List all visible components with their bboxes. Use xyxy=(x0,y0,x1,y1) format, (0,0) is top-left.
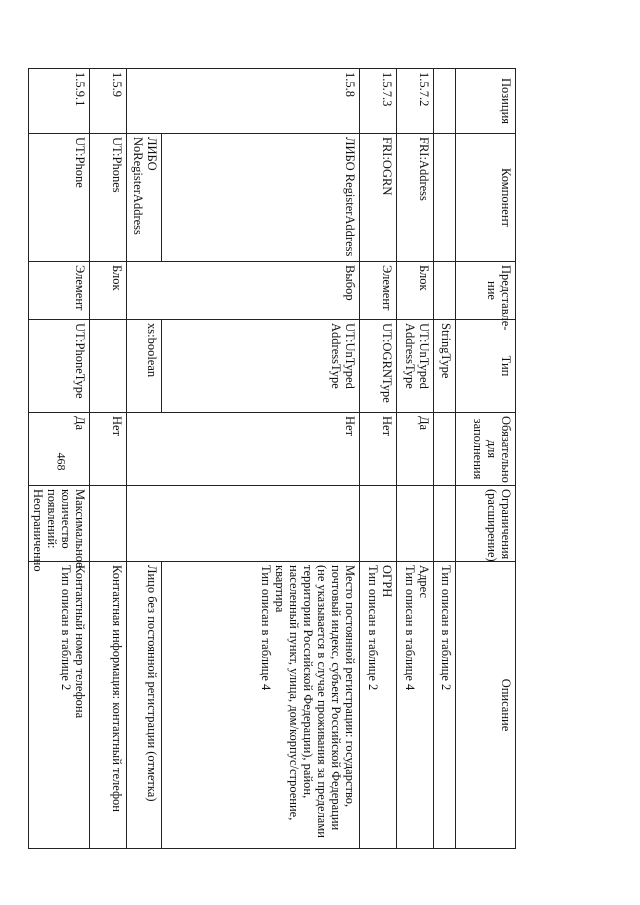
cell-description: Место постоянной регистрации: государство, почтовый индекс, субъект Российской Федерации (не указывается в случае проживания за пределами территории Российской Федерации), район, населенный пункт, улица, дом/корпус/строение, квартира Тип описан в таблице 4 xyxy=(162,562,360,849)
cell-position: 1.5.7.3 xyxy=(360,69,397,134)
cell-type: UT:UnTyped AddressType xyxy=(162,320,360,413)
cell-required xyxy=(434,413,456,486)
header-row xyxy=(456,69,516,849)
cell-description: Контактная информация: контактный телефон xyxy=(90,562,127,849)
cell-position xyxy=(127,69,162,134)
cell-representation: Элемент xyxy=(29,262,90,320)
cell-type: UT:UnTyped AddressType xyxy=(397,320,434,413)
component-table xyxy=(28,68,516,849)
header-component: Компонент xyxy=(456,134,516,262)
page-number: 468 xyxy=(54,452,69,471)
cell-description: Контактный номер телефона Тип описан в таблице 2 xyxy=(29,562,90,849)
cell-component xyxy=(434,134,456,262)
cell-limits xyxy=(360,486,397,562)
cell-limits: Максимальное количество появлений: Неограниченно xyxy=(29,486,90,562)
cell-type: StringType xyxy=(434,320,456,413)
cell-representation xyxy=(434,262,456,320)
cell-required: Нет xyxy=(360,413,397,486)
cell-representation: Выбор xyxy=(162,262,360,320)
cell-required: Нет xyxy=(162,413,360,486)
table-row xyxy=(29,69,90,849)
cell-position xyxy=(434,69,456,134)
table-row xyxy=(397,69,434,849)
table-row xyxy=(360,69,397,849)
cell-description: Лицо без постоянной регистрации (отметка) xyxy=(127,562,162,849)
cell-representation: Блок xyxy=(397,262,434,320)
cell-limits xyxy=(127,486,162,562)
cell-required xyxy=(127,413,162,486)
cell-component: ЛИБО RegisterAddress xyxy=(162,134,360,262)
table-row xyxy=(162,69,360,849)
cell-limits xyxy=(434,486,456,562)
cell-description: Тип описан в таблице 2 xyxy=(434,562,456,849)
cell-required: Нет xyxy=(90,413,127,486)
cell-type xyxy=(90,320,127,413)
cell-description: Адрес Тип описан в таблице 4 xyxy=(397,562,434,849)
cell-position: 1.5.9.1 xyxy=(29,69,90,134)
cell-representation: Блок xyxy=(90,262,127,320)
cell-type: UT:PhoneType xyxy=(29,320,90,413)
header-representation: Представле-ние xyxy=(456,262,516,320)
header-limits: Ограничения (расширение) xyxy=(456,486,516,562)
cell-required: Да xyxy=(397,413,434,486)
cell-component: FRI:OGRN xyxy=(360,134,397,262)
table-row xyxy=(434,69,456,849)
cell-component: UT:Phone xyxy=(29,134,90,262)
header-position: Позиция xyxy=(456,69,516,134)
cell-representation xyxy=(127,262,162,320)
cell-limits xyxy=(162,486,360,562)
cell-required: Да xyxy=(29,413,90,486)
cell-type: UT:OGRNType xyxy=(360,320,397,413)
cell-description: ОГРН Тип описан в таблице 2 xyxy=(360,562,397,849)
cell-position: 1.5.9 xyxy=(90,69,127,134)
header-description: Описание xyxy=(456,562,516,849)
cell-limits xyxy=(397,486,434,562)
cell-component: ЛИБО NoRegisterAddress xyxy=(127,134,162,262)
cell-type: xs:boolean xyxy=(127,320,162,413)
cell-representation: Элемент xyxy=(360,262,397,320)
cell-limits xyxy=(90,486,127,562)
header-required: Обязательно для заполнения xyxy=(456,413,516,486)
cell-component: UT:Phones xyxy=(90,134,127,262)
cell-position: 1.5.8 xyxy=(162,69,360,134)
header-type: Тип xyxy=(456,320,516,413)
cell-position: 1.5.7.2 xyxy=(397,69,434,134)
table-row xyxy=(127,69,162,849)
table-row xyxy=(90,69,127,849)
cell-component: FRI:Address xyxy=(397,134,434,262)
